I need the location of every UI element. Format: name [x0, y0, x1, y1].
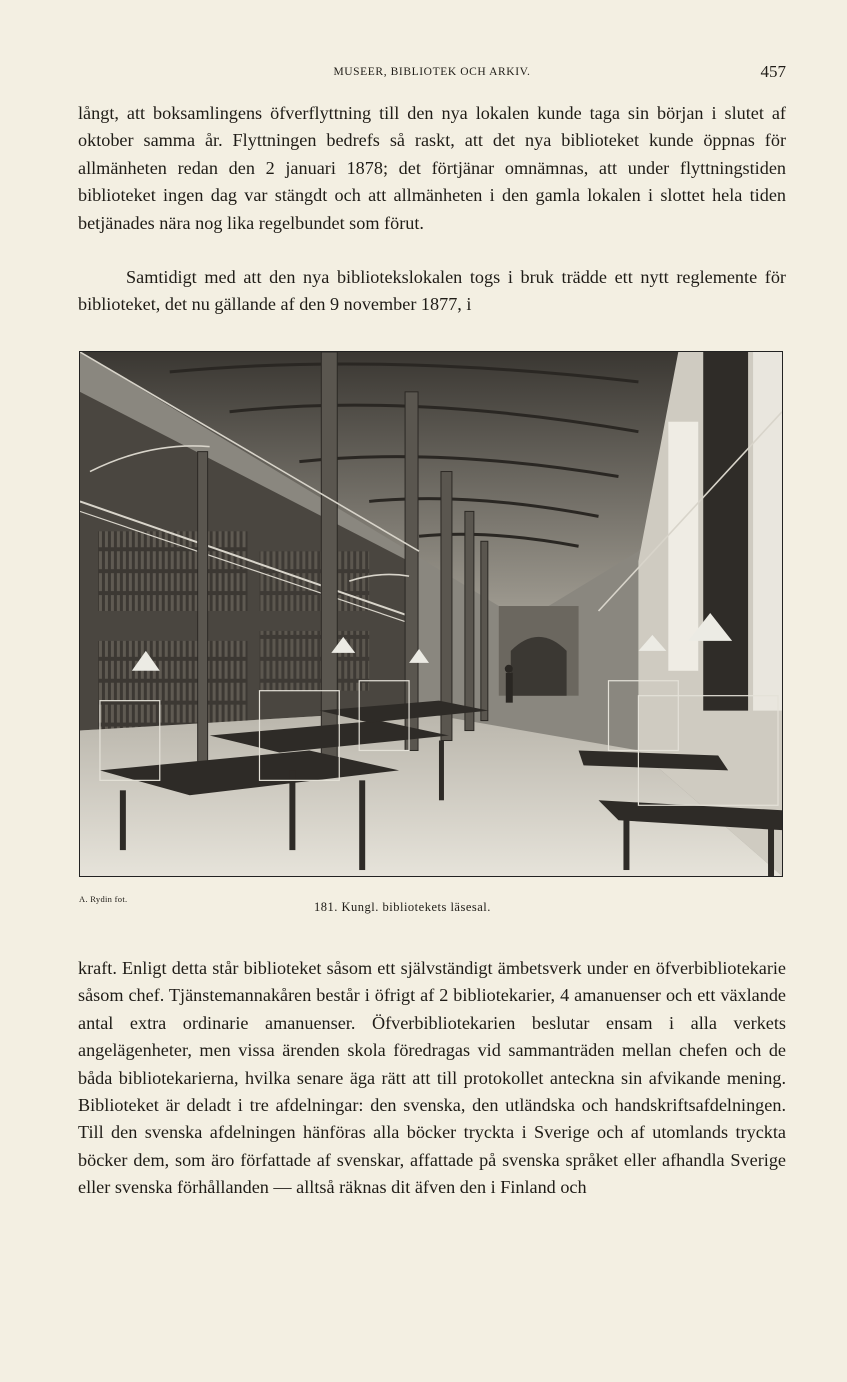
paragraph-1: långt, att boksamlingens öfverflyttning till den nya lokalen kunde taga sin början i slutet af oktober samma år. Flyttningen bedrefs så raskt, att det nya biblioteket kunde öppnas för allmänheten redan den 2 januari 1878; det förtjänar omnämnas, att under flyttningstiden biblioteket ingen dag var stängdt och att allmänheten i den gamla lokalen i slottet hela tiden betjänades nära nog lika regelbundet som förut.: [78, 103, 786, 233]
figure-caption: 181. Kungl. bibliotekets läsesal.: [314, 900, 491, 914]
page-number: 457: [760, 62, 786, 81]
paragraph-3: kraft. Enligt detta står biblioteket såsom ett självständigt ämbetsverk under en öfverbibliotekarie såsom chef. Tjänstemannakåren består i öfrigt af 2 bibliotekarier, 4 amanuenser och ett växlande antal extra ordinarie amanuenser. Öfverbibliotekarien beslutar ensam i alla verkets angelägenheter, men vissa ärenden skola föredragas vid sammanträden mellan chefen och de båda bibliotekarierna, hvilka senare äga rätt att till protokollet anteckna sin afvikande mening. Biblioteket är deladt i tre afdelningar: den svenska, den utländska och handskriftsafdelningen. Till den svenska afdelningen hänföras alla böcker tryckta i Sverige och af utomlands tryckta böcker dem, som äro författade af svenskar, affattade på svenska språket eller afhandla Sverige eller svenska förhållanden — alltså räknas dit äfven den i Finland och: [78, 958, 786, 1198]
reading-room-photograph: [79, 351, 783, 877]
running-head: MUSEER, BIBLIOTEK OCH ARKIV.: [333, 66, 531, 78]
page-header: [78, 62, 786, 86]
photo-credit: A. Rydin fot.: [79, 894, 128, 904]
paragraph-2: Samtidigt med att den nya bibliotekslokalen togs i bruk trädde ett nytt reglemente för biblioteket, det nu gällande af den 9 november 1877, i: [78, 267, 786, 315]
